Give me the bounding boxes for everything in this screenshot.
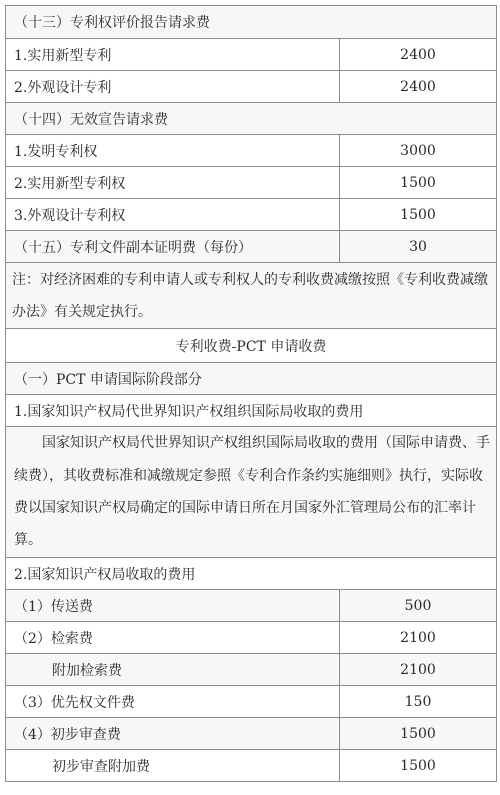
table-row [6,718,497,750]
fee-item-label: 1.实用新型专利 [6,39,340,71]
fee-amount: 1500 [340,750,497,782]
table-row [6,427,497,558]
fee-table [5,5,497,782]
fee-item-label: 2.实用新型专利权 [6,167,340,199]
fee-item-label: （3）优先权文件费 [6,686,340,718]
fee-amount: 3000 [340,135,497,167]
fee-item-label: 附加检索费 [6,654,340,686]
section-header: 2.国家知识产权局收取的费用 [6,558,497,590]
fee-item-label: 3.外观设计专利权 [6,199,340,231]
fee-amount: 2400 [340,71,497,103]
fee-amount: 500 [340,590,497,622]
fee-item-label: （十五）专利文件副本证明费（每份） [6,231,340,263]
section-header: （十四）无效宣告请求费 [6,103,497,135]
description-paragraph: 国家知识产权局代世界知识产权组织国际局收取的费用（国际申请费、手续费），其收费标准和减缴规定参照《专利合作条约实施细则》执行，实际收费以国家知识产权局确定的国际申请日所在月国家外汇管理局公布的汇率计算。 [6,427,497,558]
table-row [6,622,497,654]
fee-item-label: 2.外观设计专利 [6,71,340,103]
section-title: 专利收费-PCT 申请收费 [6,329,497,363]
table-row [6,686,497,718]
fee-item-label: （4）初步审查费 [6,718,340,750]
fee-amount: 2100 [340,654,497,686]
fee-amount: 1500 [340,718,497,750]
table-row [6,263,497,329]
fee-amount: 2400 [340,39,497,71]
fee-amount: 1500 [340,199,497,231]
fee-item-label: 初步审查附加费 [6,750,340,782]
fee-amount: 1500 [340,167,497,199]
note-text: 注：对经济困难的专利申请人或专利权人的专利收费减缴按照《专利收费减缴办法》有关规定执行。 [6,263,497,329]
table-row [6,39,497,71]
fee-item-label: （1）传送费 [6,590,340,622]
table-row [6,135,497,167]
section-header: （十三）专利权评价报告请求费 [6,6,497,39]
table-row [6,558,497,590]
fee-amount: 150 [340,686,497,718]
table-row [6,363,497,395]
fee-item-label: 1.发明专利权 [6,135,340,167]
table-row [6,199,497,231]
table-row [6,71,497,103]
table-row [6,329,497,363]
table-row [6,590,497,622]
table-row [6,231,497,263]
fee-amount: 2100 [340,622,497,654]
section-header: （一）PCT 申请国际阶段部分 [6,363,497,395]
table-row [6,654,497,686]
table-row [6,103,497,135]
table-row [6,6,497,39]
fee-item-label: （2）检索费 [6,622,340,654]
fee-amount: 30 [340,231,497,263]
section-header: 1.国家知识产权局代世界知识产权组织国际局收取的费用 [6,395,497,427]
table-row [6,167,497,199]
table-row [6,395,497,427]
table-row [6,750,497,782]
